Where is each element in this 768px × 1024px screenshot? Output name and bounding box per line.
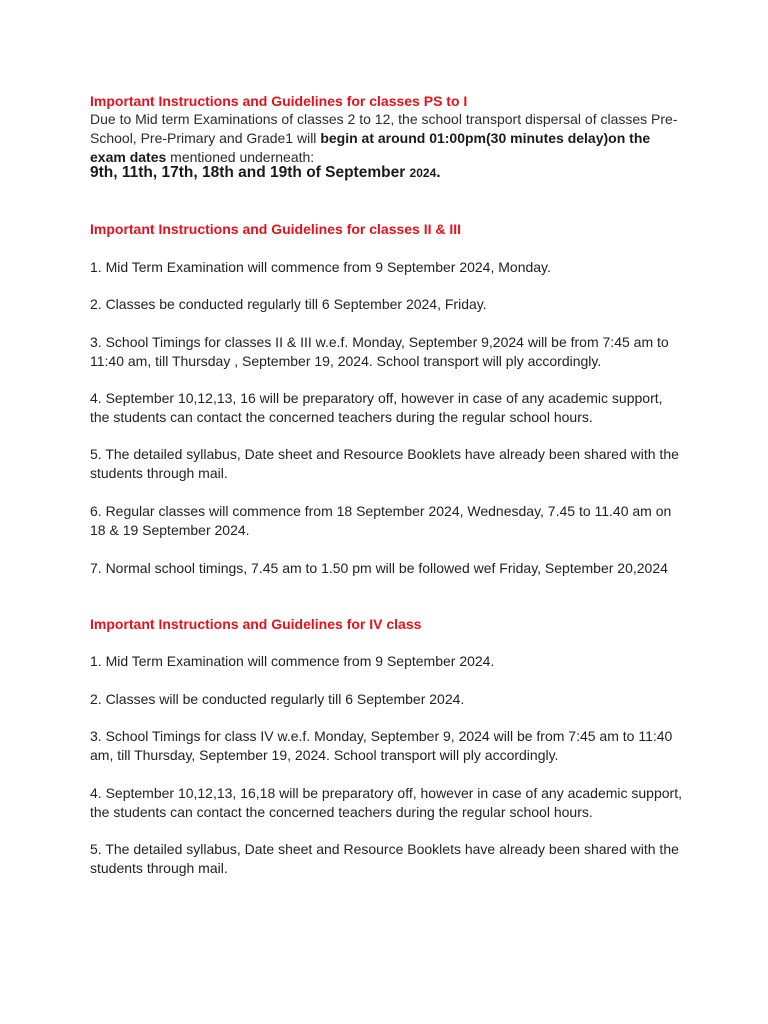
list-item: 3. School Timings for classes II & III w.e.f. Monday, September 9,2024 will be from 7:45 am to 11:40 am, till Thursday , September 19, 2024. School transport will ply accordingly. — [90, 334, 669, 369]
list-item: 2. Classes be conducted regularly till 6 September 2024, Friday. — [90, 296, 487, 312]
heading-ps-to-i: Important Instructions and Guidelines for classes PS to I — [90, 93, 468, 109]
list-item: 7. Normal school timings, 7.45 am to 1.50 pm will be followed wef Friday, September 20,2024 — [90, 560, 668, 576]
list-item: 1. Mid Term Examination will commence from 9 September 2024, Monday. — [90, 259, 551, 275]
notice-text-end: mentioned underneath: — [166, 149, 315, 165]
list-item: 4. September 10,12,13, 16 will be preparatory off, however in case of any academic support, the students can contact the concerned teachers during the regular school hours. — [90, 390, 663, 425]
transport-dispersal-notice — [90, 110, 685, 167]
list-item: 6. Regular classes will commence from 18 September 2024, Wednesday, 7.45 to 11.40 am on 18 & 19 September 2024. — [90, 503, 672, 538]
notice-text-start: Due to Mid term Examinations of classes 2 to 12, the school transport dispersal of classes Pre-School, Pre-Primary and Grade1 will — [90, 111, 678, 146]
list-item: 3. School Timings for class IV w.e.f. Monday, September 9, 2024 will be from 7:45 am to 11:40 am, till Thursday, September 19, 2024. School transport will ply accordingly. — [90, 728, 673, 763]
exam-dates — [90, 163, 685, 183]
exam-dates-year: 2024 — [409, 166, 437, 180]
list-item: 1. Mid Term Examination will commence from 9 September 2024. — [90, 653, 495, 669]
list-item: 4. September 10,12,13, 16,18 will be preparatory off, however in case of any academic support, the students can contact the concerned teachers during the regular school hours. — [90, 785, 682, 820]
list-item: 5. The detailed syllabus, Date sheet and Resource Booklets have already been shared with the students through mail. — [90, 841, 679, 876]
list-item: 2. Classes will be conducted regularly till 6 September 2024. — [90, 691, 465, 707]
exam-dates-days: 9th, 11th, 17th, 18th and 19th of September — [90, 164, 410, 181]
heading-classes-ii-iii: Important Instructions and Guidelines for classes II & III — [90, 221, 462, 237]
heading-class-iv: Important Instructions and Guidelines for IV class — [90, 616, 422, 632]
notice-bold-timing: begin at around 01:00pm(30 minutes delay)on the exam dates — [90, 130, 651, 165]
list-item: 5. The detailed syllabus, Date sheet and Resource Booklets have already been shared with the students through mail. — [90, 446, 679, 481]
exam-dates-period: . — [436, 164, 441, 181]
